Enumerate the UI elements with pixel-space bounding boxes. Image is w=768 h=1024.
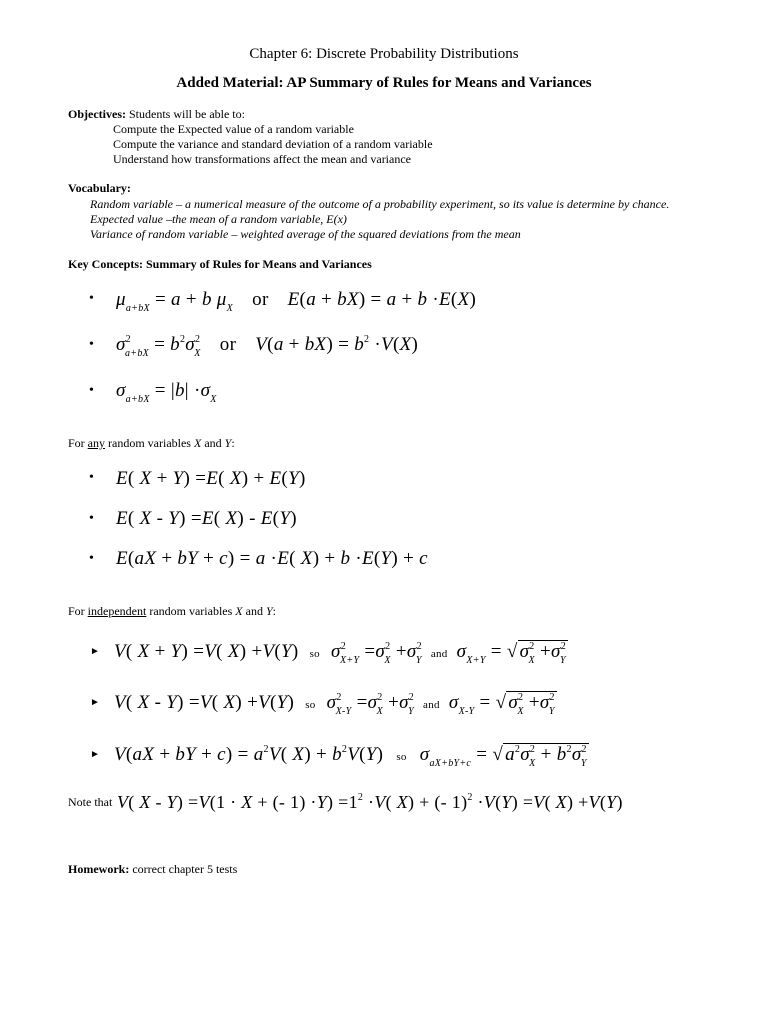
so-word: so	[305, 699, 316, 711]
formula-expect-diff: E( X - Y) =E( X) - E(Y)	[116, 508, 297, 529]
formula-var-diff: V( X - Y) =V( X) +V(Y) so $\sigma^2_{X-Y} =\sigma^2_X +\sigma^2_Y$ and $\sigma_{X-Y}$ = √ $\sigma^2_X +\sigma^2_Y$	[114, 692, 555, 717]
text-span: For	[68, 436, 88, 450]
any-rv-line	[68, 436, 235, 451]
formula-mean-linear: $\mu_{a+bX} = a + b$ $\mu_X$ or E(a + bX) = a + b ·E(X)	[116, 289, 477, 314]
formula-var-linear-combo: V(aX + bY + $c) = a^2V$( $X) + b^2V(Y)$ so $\sigma_{aX+bY+c}$ = √ $a^2\sigma^2_X + b^2\sigma^2_Y$	[114, 744, 587, 769]
bullet: •	[89, 383, 94, 398]
var-y: Y	[265, 604, 273, 618]
bullet: •	[89, 291, 94, 306]
text-span: random variables	[105, 436, 194, 450]
vocabulary-item: Random variable – a numerical measure of the outcome of a probability experiment, so its value is determine by chance.	[90, 197, 670, 211]
homework-text: correct chapter 5 tests	[132, 862, 238, 876]
any-word: any	[87, 436, 105, 450]
so-word: so	[396, 751, 407, 763]
formula-note: V( X - Y) =V(1 · X + (- $1) \cdot Y) =1^2 \cdot V$( X) + (- 1)$^2$ ·V(Y) =V( X) +V(Y)	[117, 792, 623, 812]
and-word: and	[430, 648, 448, 660]
var-y: Y	[224, 436, 232, 450]
or-word: or	[252, 289, 269, 310]
bullet: •	[89, 511, 94, 526]
and-word: and	[423, 699, 440, 711]
formula-expect-sum: E( X + Y) =E( X) + E(Y)	[116, 468, 306, 489]
key-concepts-heading: Key Concepts: Summary of Rules for Means and Variances	[68, 257, 372, 271]
chapter-title: Chapter 6: Discrete Probability Distributions	[249, 46, 519, 62]
objectives-label: Objectives:	[68, 107, 126, 121]
text-span: and	[201, 436, 225, 450]
homework-label: Homework:	[68, 862, 130, 876]
bullet: •	[89, 551, 94, 566]
formula-variance-linear: $\sigma^2_{a+bX} = b^2\sigma^2_X$ or $V(a + bX) = b^2 \cdot V(X)$	[116, 334, 419, 359]
independent-word: independent	[87, 604, 147, 618]
independent-rv-line	[68, 604, 276, 619]
page-title: Added Material: AP Summary of Rules for Means and Variances	[176, 75, 592, 91]
var-x: X	[193, 436, 202, 450]
objectives-intro: Students will be able to:	[128, 107, 245, 121]
bullet: •	[89, 470, 94, 485]
objective-item: Understand how transformations affect the mean and variance	[113, 152, 411, 166]
vocabulary-item: Expected value –the mean of a random variable, E(x)	[90, 212, 347, 226]
triangle-bullet-icon: ►	[90, 697, 100, 708]
objective-item: Compute the Expected value of a random variable	[113, 122, 354, 136]
text-span: and	[242, 604, 266, 618]
homework-line	[68, 862, 237, 877]
objective-item: Compute the variance and standard deviation of a random variable	[113, 137, 433, 151]
so-word: so	[309, 648, 320, 660]
note-label: Note that	[68, 795, 113, 809]
formula-expect-linear-combo: E(aX + bY + c) = a ·E( X) + b ·E(Y) + c	[116, 548, 428, 569]
formula-var-sum: V( X + Y) =V( X) +V(Y) so $\sigma^2_{X+Y} =\sigma^2_X +\sigma^2_Y$ and $\sigma_{X+Y}$ = √ $\sigma^2_X +\sigma^2_Y$	[114, 641, 567, 666]
var-x: X	[235, 604, 243, 618]
text-span: random variables	[146, 604, 236, 618]
bullet: •	[89, 337, 94, 352]
or-word: or	[219, 334, 237, 355]
triangle-bullet-icon: ►	[90, 749, 100, 760]
triangle-bullet-icon: ►	[90, 646, 100, 657]
text-span: :	[231, 436, 235, 450]
vocabulary-label: Vocabulary:	[68, 181, 131, 195]
text-span: :	[272, 604, 276, 618]
formula-sd-linear: $\sigma_{a+bX} = |b| \cdot\sigma_X$	[116, 380, 217, 405]
objectives-line	[68, 107, 245, 122]
vocabulary-item: Variance of random variable – weighted average of the squared deviations from the mean	[90, 227, 521, 241]
text-span: For	[68, 604, 88, 618]
